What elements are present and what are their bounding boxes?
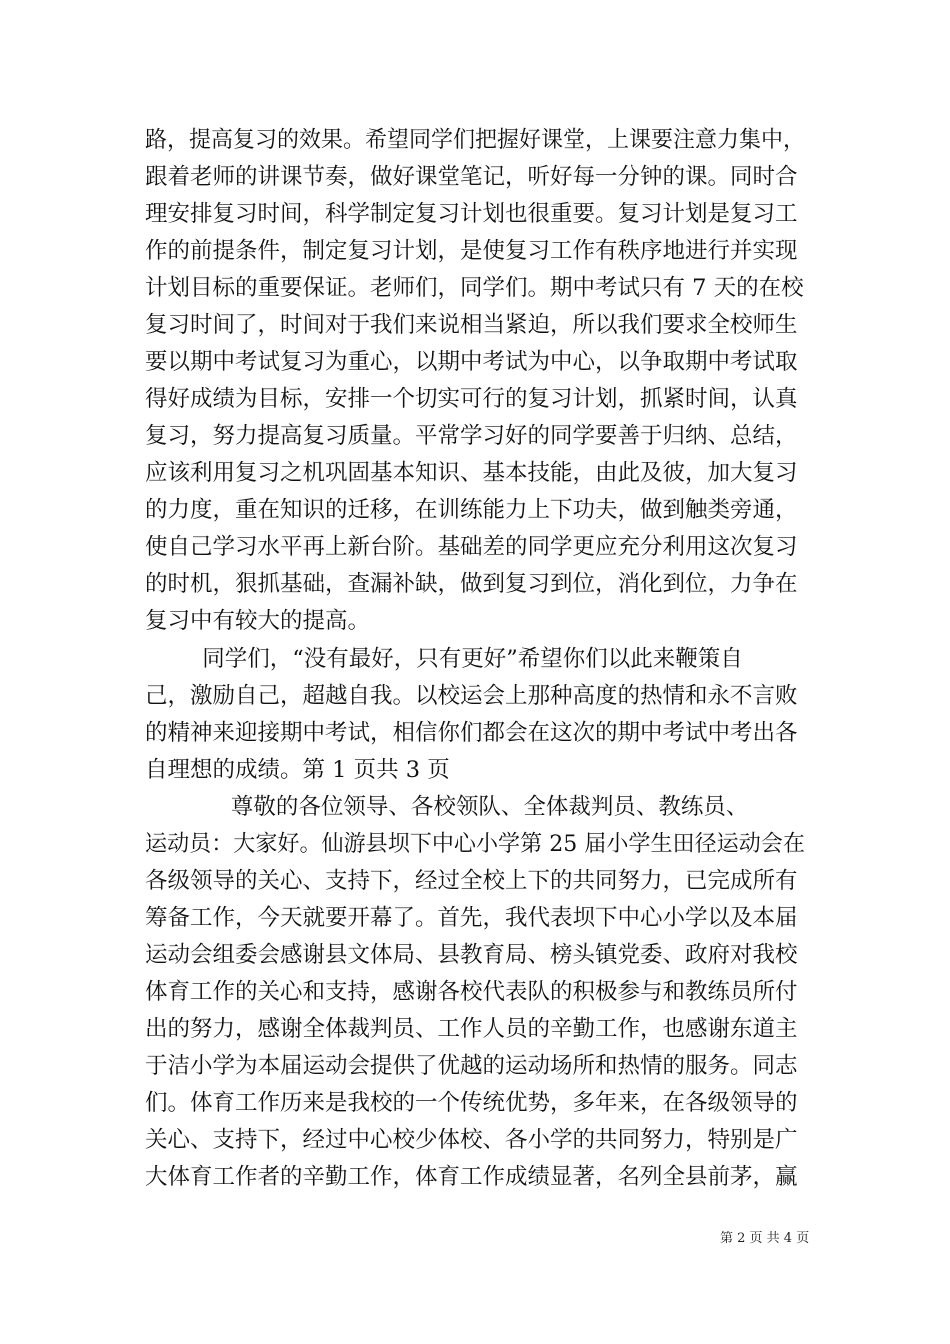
text-line: 的时机，狠抓基础，查漏补缺，做到复习到位，消化到位，力争在 <box>145 571 798 597</box>
text-line: 应该利用复习之机巩固基本知识、基本技能，由此及彼，加大复习 <box>145 460 798 486</box>
text-line: 路，提高复习的效果。希望同学们把握好课堂，上课要注意力集中， <box>145 127 806 153</box>
text-line: 出的努力，感谢全体裁判员、工作人员的辛勤工作，也感谢东道主 <box>145 1016 798 1042</box>
text-line: 运动员：大家好。仙游县坝下中心小学第 25 届小学生田径运动会在 <box>145 831 805 857</box>
text-line: 得好成绩为目标，安排一个切实可行的复习计划，抓紧时间，认真 <box>145 386 798 412</box>
text-line: 体育工作的关心和支持，感谢各校代表队的积极参与和教练员所付 <box>145 979 798 1005</box>
text-line: 理安排复习时间，科学制定复习计划也很重要。复习计划是复习工 <box>145 201 798 227</box>
text-line: 们。体育工作历来是我校的一个传统优势，多年来，在各级领导的 <box>145 1090 798 1116</box>
text-line: 复习时间了，时间对于我们来说相当紧迫，所以我们要求全校师生 <box>145 312 798 338</box>
page-number-footer: 第 2 页 共 4 页 <box>720 1231 810 1246</box>
text-line: 大体育工作者的辛勤工作，体育工作成绩显著，名列全县前茅，赢 <box>145 1164 798 1190</box>
text-line: 作的前提条件，制定复习计划，是使复习工作有秩序地进行并实现 <box>145 238 798 264</box>
text-line: 自理想的成绩。第 1 页共 3 页 <box>145 757 450 783</box>
text-line: 己，激励自己，超越自我。以校运会上那种高度的热情和永不言败 <box>145 683 798 709</box>
text-line: 筹备工作，今天就要开幕了。首先，我代表坝下中心小学以及本届 <box>145 905 798 931</box>
text-line: 同学们，“没有最好，只有更好”希望你们以此来鞭策自 <box>145 646 743 672</box>
text-line: 的力度，重在知识的迁移，在训练能力上下功夫，做到触类旁通， <box>145 497 798 523</box>
text-line: 关心、支持下，经过中心校少体校、各小学的共同努力，特别是广 <box>145 1127 798 1153</box>
text-line: 跟着老师的讲课节奏，做好课堂笔记，听好每一分钟的课。同时合 <box>145 164 798 190</box>
text-line: 尊敬的各位领导、各校领队、全体裁判员、教练员、 <box>145 794 749 820</box>
text-line: 复习中有较大的提高。 <box>145 608 371 634</box>
text-line: 使自己学习水平再上新台阶。基础差的同学更应充分利用这次复习 <box>145 534 798 560</box>
text-line: 于洁小学为本届运动会提供了优越的运动场所和热情的服务。同志 <box>145 1053 798 1079</box>
text-line: 要以期中考试复习为重心，以期中考试为中心，以争取期中考试取 <box>145 349 798 375</box>
text-line: 各级领导的关心、支持下，经过全校上下的共同努力，已完成所有 <box>145 868 798 894</box>
text-line: 的精神来迎接期中考试，相信你们都会在这次的期中考试中考出各 <box>145 720 798 746</box>
text-line: 复习，努力提高复习质量。平常学习好的同学要善于归纳、总结， <box>145 423 798 449</box>
text-line: 计划目标的重要保证。老师们，同学们。期中考试只有 7 天的在校 <box>145 275 804 301</box>
text-line: 运动会组委会感谢县文体局、县教育局、榜头镇党委、政府对我校 <box>145 942 798 968</box>
